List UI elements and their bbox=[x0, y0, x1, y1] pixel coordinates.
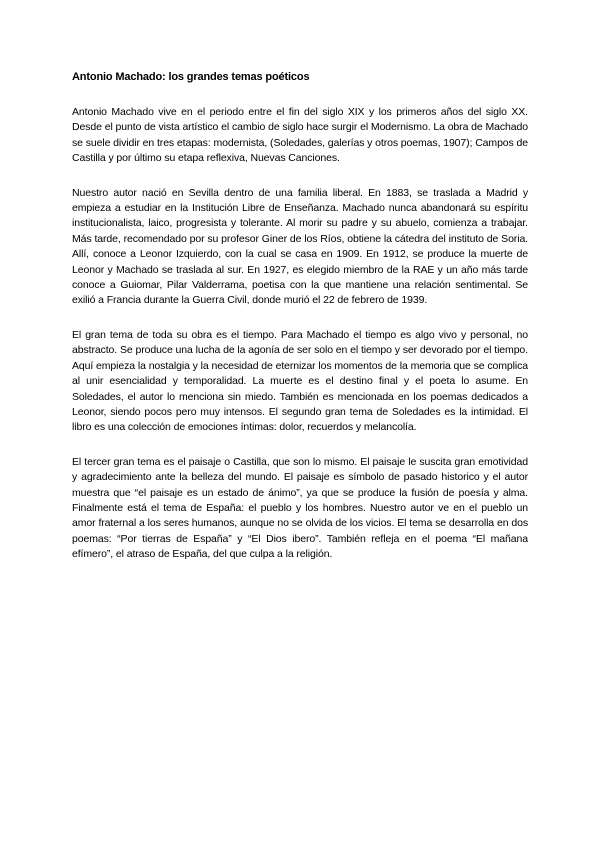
paragraph-time-theme: El gran tema de toda su obra es el tiempo. Para Machado el tiempo es algo vivo y personal, no abstracto. Se produce una lucha de la agonía de ser solo en el tiempo y ser devorado por el tiempo. Aquí empieza la nostalgia y la necesidad de eternizar los momentos de la memoria que se complica al unir esencialidad y temporalidad. La muerte es el destino final y el poeta lo asume. En Soledades, el autor lo menciona sin miedo. También es mencionada en los poemas dedicados a Leonor, siendo pocos pero muy intensos. El segundo gran tema de Soledades es la intimidad. El libro es una colección de emociones íntimas: dolor, recuerdos y melancolía. bbox=[72, 328, 528, 434]
paragraph-biography: Nuestro autor nació en Sevilla dentro de una familia liberal. En 1883, se traslada a Madrid y empieza a estudiar en la Institución Libre de Enseñanza. Machado nunca abandonará su espíritu institucionalista, laico, progresista y tolerante. Al morir su padre y su abuelo, comienza a trabajar. Más tarde, recomendado por su profesor Giner de los Ríos, obtiene la cátedra del instituto de Soria. Allí, conoce a Leonor Izquierdo, con la cual se casa en 1909. En 1912, se produce la muerte de Leonor y Machado se traslada al sur. En 1927, es elegido miembro de la RAE y un año más tarde conoce a Guiomar, Pilar Valderrama, poetisa con la que mantiene una relación sentimental. Se exilió a Francia durante la Guerra Civil, donde murió el 22 de febrero de 1939. bbox=[72, 186, 528, 307]
document-page bbox=[72, 70, 528, 582]
paragraph-intro: Antonio Machado vive en el periodo entre el fin del siglo XIX y los primeros años del siglo XX. Desde el punto de vista artístico el cambio de siglo hace surgir el Modernismo. La obra de Machado se suele dividir en tres etapas: modernista, (Soledades, galerías y otros poemas, 1907); Campos de Castilla y por último su etapa reflexiva, Nuevas Canciones. bbox=[72, 106, 528, 165]
paragraph-landscape-theme: El tercer gran tema es el paisaje o Castilla, que son lo mismo. El paisaje le suscita gran emotividad y agradecimiento ante la belleza del mundo. El paisaje es símbolo de pasado historico y el autor muestra que “el paisaje es un estado de ánimo”, ya que se produce la fusión de poesía y alma. Finalmente está el tema de España: el pueblo y los hombres. Nuestro autor ve en el pueblo un amor fraternal a los seres humanos, aunque no se olvida de los vicios. El tema se desarrolla en dos poemas: “Por tierras de España” y “El Dios ibero”. También refleja en el poema “El mañana efímero”, el atraso de España, del que culpa a la religión. bbox=[72, 455, 528, 561]
document-title: Antonio Machado: los grandes temas poéticos bbox=[72, 71, 310, 83]
